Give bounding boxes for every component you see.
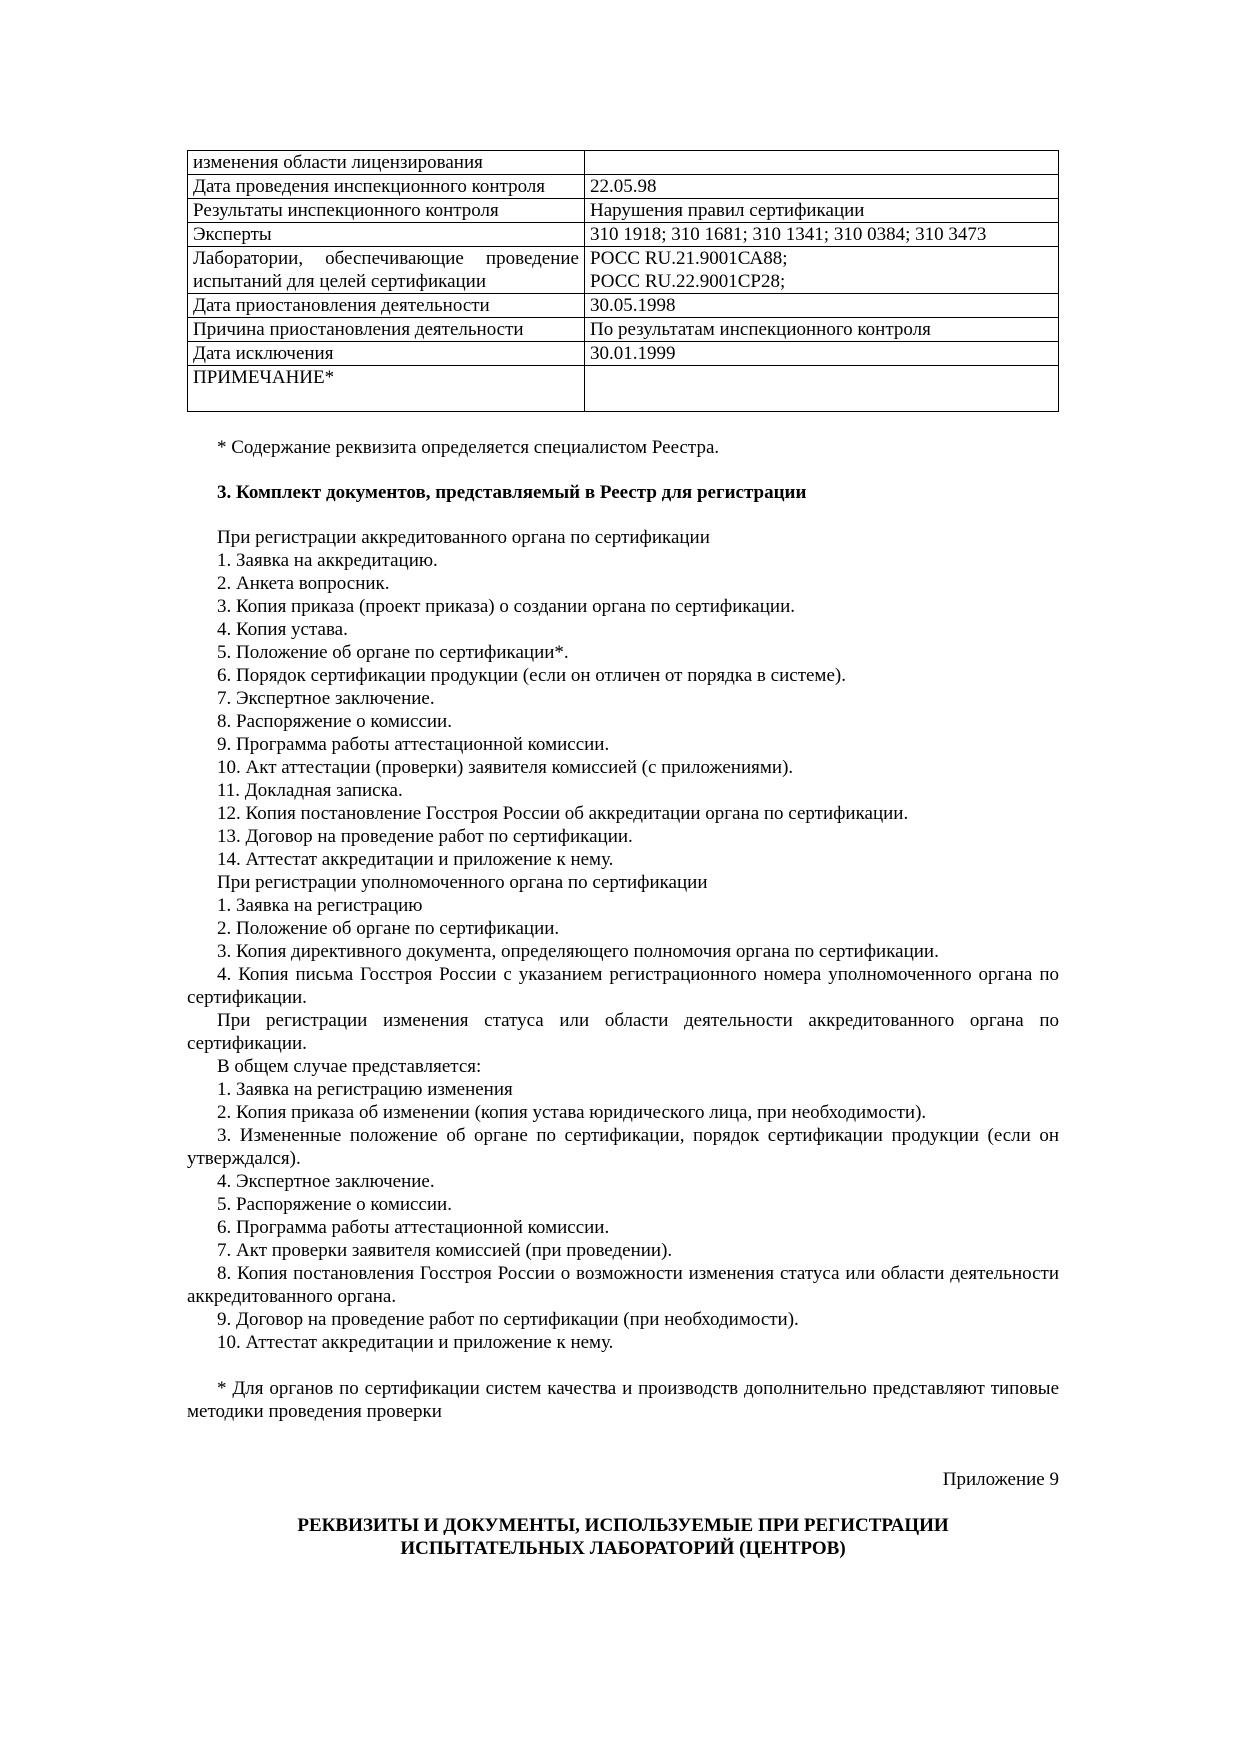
list-item: При регистрации аккредитованного органа по сертификации [217, 527, 710, 548]
requisites-table [187, 150, 1059, 412]
requisite-label: Дата исключения [188, 342, 585, 366]
list-item: 5. Положение об органе по сертификации*. [217, 642, 569, 663]
list-item: 7. Акт проверки заявителя комиссией (при проведении). [217, 1240, 673, 1261]
list-item: 2. Копия приказа об изменении (копия устава юридического лица, при необходимости). [217, 1102, 927, 1123]
list-item: 3. Копия приказа (проект приказа) о создании органа по сертификации. [217, 596, 795, 617]
requisite-value: По результатам инспекционного контроля [585, 318, 1059, 342]
table-row [188, 151, 1059, 175]
requisite-value: 310 1918; 310 1681; 310 1341; 310 0384; 310 3473 [585, 223, 1059, 247]
list-item: При регистрации уполномоченного органа по сертификации [217, 872, 708, 893]
list-item: В общем случае представляется: [217, 1056, 482, 1077]
list-item: 1. Заявка на регистрацию изменения [217, 1079, 513, 1100]
list-item: 2. Положение об органе по сертификации. [217, 918, 560, 939]
list-item: 12. Копия постановление Госстроя России об аккредитации органа по сертификации. [217, 803, 909, 824]
appendix-label: Приложение 9 [942, 1469, 1059, 1490]
requisite-label: Лаборатории, обеспечивающие проведение испытаний для целей сертификации [188, 247, 585, 294]
table-row [188, 223, 1059, 247]
list-item: 7. Экспертное заключение. [217, 688, 435, 709]
list-item: 1. Заявка на аккредитацию. [217, 550, 438, 571]
appendix-title [187, 1514, 1059, 1560]
list-item: При регистрации изменения статуса или области деятельности аккредитованного органа по сертификации. [187, 1010, 1059, 1054]
requisite-label: Эксперты [188, 223, 585, 247]
requisite-value: РОСС RU.21.9001СА88; РОСС RU.22.9001СР28; [585, 247, 1059, 294]
requisite-value: 30.05.1998 [585, 294, 1059, 318]
appendix-title-line: РЕКВИЗИТЫ И ДОКУМЕНТЫ, ИСПОЛЬЗУЕМЫЕ ПРИ РЕГИСТРАЦИИ [297, 1515, 949, 1536]
table-row [188, 342, 1059, 366]
table-row [188, 199, 1059, 223]
requisite-label: Дата проведения инспекционного контроля [188, 175, 585, 199]
section-footnote: * Для органов по сертификации систем качества и производств дополнительно представляют типовые методики проведения проверки [187, 1378, 1059, 1422]
list-item: 6. Программа работы аттестационной комиссии. [217, 1217, 610, 1238]
list-item: 9. Договор на проведение работ по сертификации (при необходимости). [217, 1309, 799, 1330]
requisite-value [585, 151, 1059, 175]
section-title: 3. Комплект документов, представляемый в Реестр для регистрации [217, 482, 807, 503]
list-item: 9. Программа работы аттестационной комиссии. [217, 734, 610, 755]
table-row [188, 247, 1059, 294]
list-item: 10. Аттестат аккредитации и приложение к нему. [217, 1332, 614, 1353]
list-item: 1. Заявка на регистрацию [217, 895, 423, 916]
list-item: 14. Аттестат аккредитации и приложение к нему. [217, 849, 614, 870]
list-item: 11. Докладная записка. [217, 780, 403, 801]
list-item: 8. Распоряжение о комиссии. [217, 711, 452, 732]
documents-list [187, 526, 1059, 1354]
table-row [188, 366, 1059, 412]
requisite-value: 30.01.1999 [585, 342, 1059, 366]
list-item: 5. Распоряжение о комиссии. [217, 1194, 452, 1215]
requisite-label: Причина приостановления деятельности [188, 318, 585, 342]
list-item: 6. Порядок сертификации продукции (если он отличен от порядка в системе). [217, 665, 846, 686]
table-row [188, 175, 1059, 199]
table-footnote: * Содержание реквизита определяется специалистом Реестра. [217, 437, 720, 458]
list-item: 3. Копия директивного документа, определяющего полномочия органа по сертификации. [217, 941, 939, 962]
requisite-label: ПРИМЕЧАНИЕ* [188, 366, 585, 412]
requisite-value: 22.05.98 [585, 175, 1059, 199]
requisite-label: Результаты инспекционного контроля [188, 199, 585, 223]
requisite-value [585, 366, 1059, 412]
list-item: 13. Договор на проведение работ по сертификации. [217, 826, 633, 847]
list-item: 10. Акт аттестации (проверки) заявителя комиссией (с приложениями). [217, 757, 794, 778]
list-item: 4. Экспертное заключение. [217, 1171, 435, 1192]
list-item: 3. Измененные положение об органе по сертификации, порядок сертификации продукции (если он утверждался). [187, 1125, 1059, 1169]
list-item: 4. Копия устава. [217, 619, 348, 640]
table-row [188, 318, 1059, 342]
table-row [188, 294, 1059, 318]
list-item: 8. Копия постановления Госстроя России о возможности изменения статуса или области деятельности аккредитованного органа. [187, 1263, 1059, 1307]
requisite-value: Нарушения правил сертификации [585, 199, 1059, 223]
list-item: 4. Копия письма Госстроя России с указанием регистрационного номера уполномоченного органа по сертификации. [187, 964, 1059, 1008]
list-item: 2. Анкета вопросник. [217, 573, 390, 594]
appendix-title-line: ИСПЫТАТЕЛЬНЫХ ЛАБОРАТОРИЙ (ЦЕНТРОВ) [400, 1538, 846, 1559]
document-page [187, 150, 1059, 1560]
requisite-label: Дата приостановления деятельности [188, 294, 585, 318]
requisite-label: изменения области лицензирования [188, 151, 585, 175]
